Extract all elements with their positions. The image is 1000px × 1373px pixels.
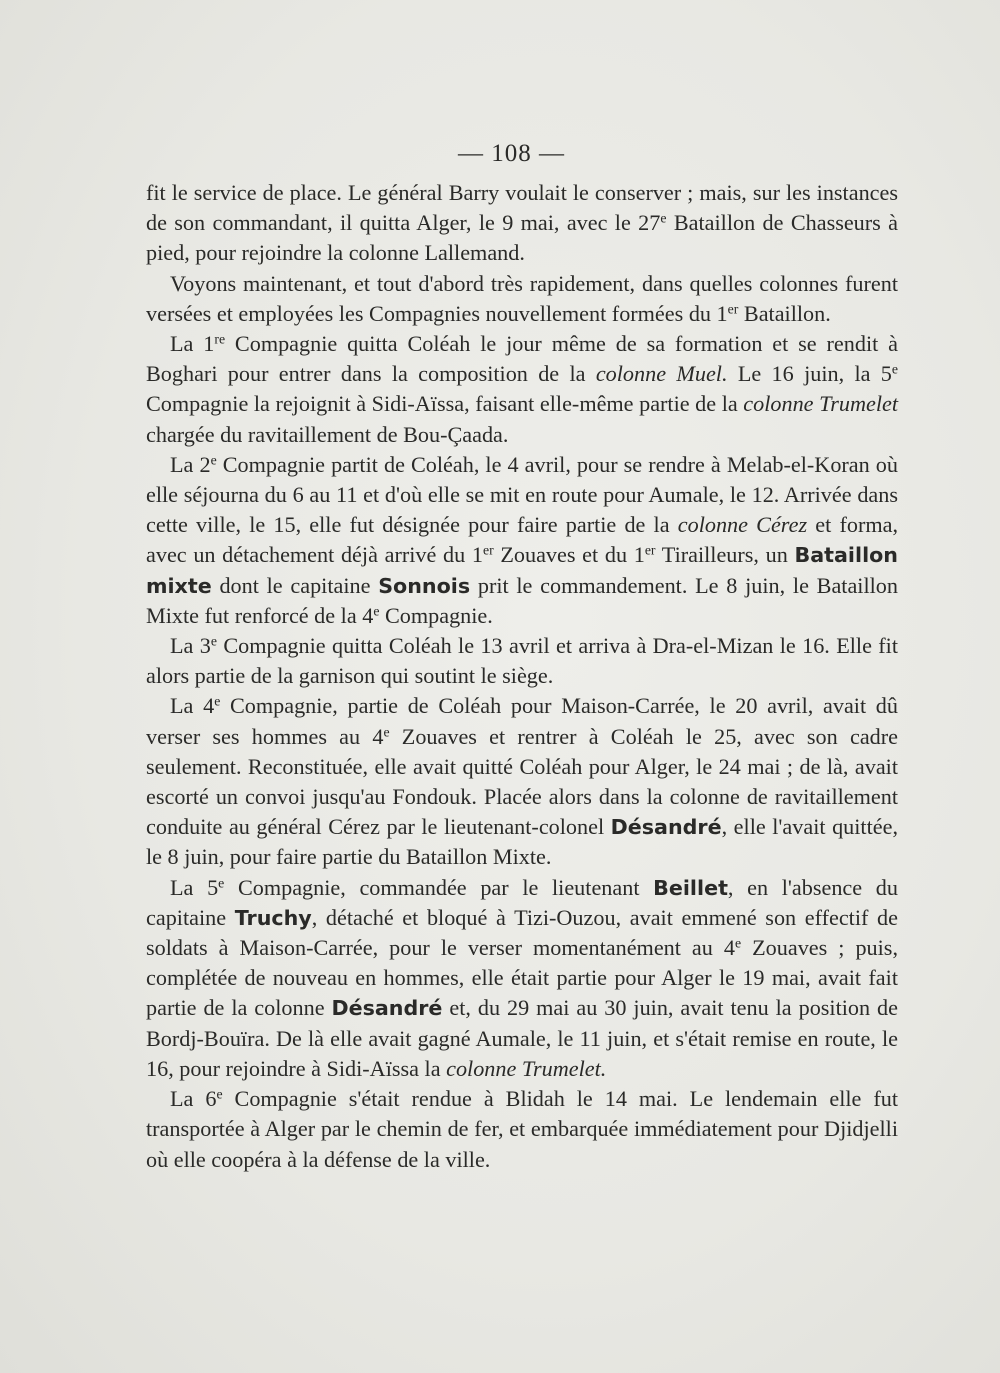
bold-name: Truchy	[234, 905, 312, 930]
text-run: Le 16 juin, la 5	[727, 361, 892, 387]
text-run: Bataillon de Chasseurs à pied, pour rejoindre la colonne Lallemand.	[146, 210, 899, 266]
superscript: er	[644, 542, 656, 558]
text-run: fit le service de place. Le général Barry voulait le conserver ; mais, sur les instances de son commandant, il quitta Alger, le 9 mai, avec le 27	[146, 180, 898, 236]
text-run: Voyons maintenant, et tout d'abord très rapidement, dans quelles colonnes furent versées et employées les Compagnies nouvellement formées du 1	[146, 270, 898, 326]
text-run: La 2	[170, 451, 211, 477]
text-run: , en l'absence du capitaine	[146, 874, 898, 930]
text-run: Compagnie s'était rendue à Blidah le 14 mai. Le lendemain elle fut transportée à Alger par le chemin de fer, et embarquée immédiatement pour Djidjelli où elle coopéra à la défense de la ville.	[146, 1086, 898, 1172]
text-run: Compagnie quitta Coléah le jour même de sa formation et se rendit à Boghari pour entrer dans la composition de la	[146, 331, 898, 387]
text-run: Compagnie quitta Coléah le 13 avril et arriva à Dra-el-Mizan le 16. Elle fit alors partie de la garnison qui soutint le siège.	[146, 633, 898, 689]
paragraph	[146, 178, 898, 269]
text-run: dont le capitaine	[211, 572, 379, 598]
bold-name: Sonnois	[378, 573, 471, 598]
italic-text: colonne Trumelet.	[446, 1055, 607, 1081]
superscript: e	[216, 1086, 223, 1102]
superscript: er	[727, 301, 739, 317]
text-run: La 6	[170, 1086, 217, 1112]
paragraph	[146, 631, 898, 691]
paragraph	[146, 691, 898, 872]
superscript: e	[210, 633, 217, 649]
body-text	[146, 178, 898, 1175]
text-run: Compagnie la rejoignit à Sidi-Aïssa, faisant elle-même partie de la	[146, 391, 744, 417]
text-run: et, du 29 mai au 30 juin, avait tenu la position de Bordj-Bouïra. De là elle avait gagné Aumale, le 11 juin, et s'était remise en route, le 16, pour rejoindre à Sidi-Aïssa la	[146, 995, 898, 1081]
superscript: e	[891, 361, 898, 377]
text-run: prit le commandement. Le 8 juin, le Bataillon Mixte fut renforcé de la 4	[146, 572, 898, 628]
text-run: chargée du ravitaillement de Bou-Çaada.	[146, 421, 509, 447]
text-run: Zouaves et du 1	[493, 542, 645, 568]
text-run: et forma, avec un détachement déjà arrivé du 1	[146, 512, 898, 568]
text-run: La 3	[170, 633, 211, 659]
text-run: , détaché et bloqué à Tizi-Ouzou, avait emmené son effectif de soldats à Maison-Carrée, pour le verser momentanément au 4	[146, 904, 898, 961]
superscript: er	[482, 542, 494, 558]
italic-text: colonne Trumelet	[743, 391, 898, 417]
bold-name: Désandré	[610, 815, 722, 840]
superscript: re	[214, 331, 226, 347]
paragraph	[146, 1084, 898, 1175]
text-run: Compagnie, commandée par le lieutenant	[224, 874, 654, 900]
paragraph	[146, 329, 898, 450]
paragraph	[146, 269, 898, 329]
italic-text: colonne Cérez	[677, 512, 808, 538]
text-run: La 4	[170, 693, 215, 719]
paragraph	[146, 450, 898, 631]
page-number: — 108 —	[458, 140, 565, 167]
text-run: Compagnie partit de Coléah, le 4 avril, pour se rendre à Melab-el-Koran où elle séjourna du 6 au 11 et d'où elle se mit en route pour Aumale, le 12. Arrivée dans cette ville, le 15, elle fut désignée pour faire partie de la	[146, 451, 898, 538]
text-run: Compagnie, partie de Coléah pour Maison-Carrée, le 20 avril, avait dû verser ses hommes au 4	[146, 693, 898, 749]
text-run: Zouaves ; puis, complétée de nouveau en hommes, elle était partie pour Alger le 19 mai, avait fait partie de la colonne	[146, 935, 898, 1021]
superscript: e	[214, 693, 221, 709]
superscript: e	[373, 603, 380, 619]
text-run: , elle l'avait quittée, le 8 juin, pour faire partie du Bataillon Mixte.	[146, 814, 898, 870]
superscript: e	[383, 724, 390, 740]
text-run: La 1	[170, 331, 215, 357]
paragraph	[146, 873, 898, 1084]
text-run: Tirailleurs, un	[655, 542, 795, 568]
text-run: Zouaves et rentrer à Coléah le 25, avec son cadre seulement. Reconstituée, elle avait quitté Coléah pour Alger, le 24 mai ; de là, avait escorté un convoi jusqu'au Fondouk. Placée alors dans la colonne de ravitaillement conduite au général Cérez par le lieutenant-colonel	[146, 723, 898, 840]
italic-text: colonne Muel.	[595, 361, 728, 387]
superscript: e	[734, 935, 742, 951]
superscript: e	[218, 875, 225, 891]
bold-name: Désandré	[331, 996, 443, 1021]
text-run: La 5	[170, 874, 219, 900]
superscript: e	[210, 452, 217, 468]
bold-name: Beillet	[653, 875, 728, 900]
bold-name: Bataillon mixte	[146, 543, 898, 598]
text-run: Compagnie.	[379, 602, 493, 628]
superscript: e	[660, 210, 667, 226]
text-run: Bataillon.	[738, 300, 831, 326]
